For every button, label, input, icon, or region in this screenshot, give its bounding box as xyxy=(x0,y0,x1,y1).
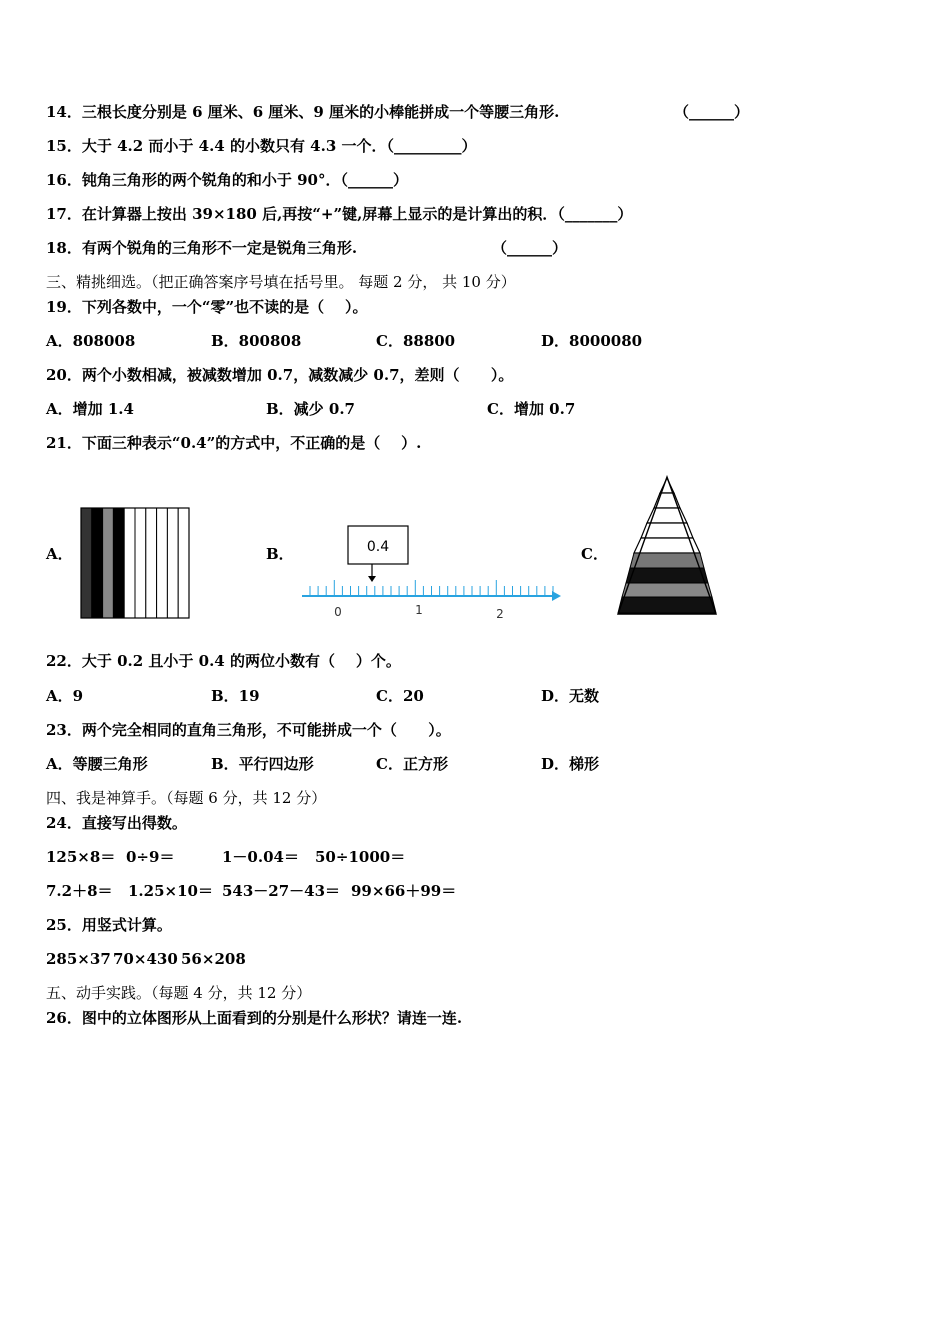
number-line-figure xyxy=(298,522,564,622)
section-4-heading: 四、我是神算手。（每题 6 分，共 12 分） xyxy=(46,789,327,807)
answer-blank-14[interactable]: （______） xyxy=(674,103,750,121)
blank-strip xyxy=(124,508,135,618)
q23-option-b[interactable]: B．平行四边形 xyxy=(211,755,314,773)
ten-strip-figure xyxy=(80,507,190,619)
q20-option-c[interactable]: C．增加 0.7 xyxy=(487,400,576,418)
calc-item: 543－27－43＝ xyxy=(222,882,341,900)
calc-item: 1－0.04＝ xyxy=(222,848,299,866)
q21-option-c[interactable]: C． xyxy=(581,545,608,563)
q20-option-a[interactable]: A．增加 1.4 xyxy=(46,400,134,418)
calc-item: 7.2＋8＝ xyxy=(46,882,113,900)
q21-option-a[interactable]: A． xyxy=(46,545,73,563)
question-26: 26．图中的立体图形从上面看到的分别是什么形状？请连一连. xyxy=(46,1009,463,1027)
answer-blank-18[interactable]: （______） xyxy=(492,239,568,257)
question-16: 16．钝角三角形的两个锐角的和小于 90°．（______） xyxy=(46,171,408,189)
calc-item: 0÷9＝ xyxy=(126,848,175,866)
question-18: 18．有两个锐角的三角形不一定是锐角三角形. xyxy=(46,239,358,257)
shaded-strip xyxy=(92,508,103,618)
calc-item: 99×66＋99＝ xyxy=(351,882,457,900)
down-arrow-icon xyxy=(368,576,376,582)
question-20: 20．两个小数相减，被减数增加 0.7，减数减少 0.7，差则（ ）。 xyxy=(46,366,514,384)
axis-arrow-icon xyxy=(552,591,561,601)
blank-strip xyxy=(135,508,146,618)
vertical-calc-item: 70×430 xyxy=(113,950,178,968)
question-19: 19．下列各数中，一个“零”也不读的是（ ）。 xyxy=(46,298,368,316)
section-5-heading: 五、动手实践。（每题 4 分，共 12 分） xyxy=(46,984,312,1002)
q23-option-a[interactable]: A．等腰三角形 xyxy=(46,755,148,773)
question-15: 15．大于 4.2 而小于 4.4 的小数只有 4.3 一个．（_________） xyxy=(46,137,477,155)
q21-option-b[interactable]: B． xyxy=(266,545,294,563)
blank-strip xyxy=(146,508,157,618)
q19-option-a[interactable]: A．808008 xyxy=(46,332,136,350)
question-24: 24．直接写出得数。 xyxy=(46,814,187,832)
vertical-calc-item: 56×208 xyxy=(181,950,246,968)
triangle-strips-figure xyxy=(612,475,722,620)
vertical-calc-item: 285×37 xyxy=(46,950,111,968)
shaded-strip xyxy=(81,508,92,618)
calc-item: 1.25×10＝ xyxy=(128,882,213,900)
q19-option-b[interactable]: B．800808 xyxy=(211,332,302,350)
q22-option-a[interactable]: A．9 xyxy=(46,687,84,705)
q22-option-b[interactable]: B．19 xyxy=(211,687,260,705)
section-3-heading: 三、精挑细选。（把正确答案序号填在括号里。 每题 2 分， 共 10 分） xyxy=(46,273,516,291)
q23-option-d[interactable]: D．梯形 xyxy=(541,755,600,773)
blank-strip xyxy=(178,508,189,618)
question-22: 22．大于 0.2 且小于 0.4 的两位小数有（ ）个。 xyxy=(46,652,401,670)
question-17: 17．在计算器上按出 39×180 后,再按“+”键,屏幕上显示的是计算出的积．（_______） xyxy=(46,205,633,223)
calc-item: 125×8＝ xyxy=(46,848,116,866)
question-21: 21．下面三种表示“0.4”的方式中，不正确的是（ ）. xyxy=(46,434,422,452)
shaded-strip xyxy=(113,508,124,618)
q19-option-d[interactable]: D．8000080 xyxy=(541,332,643,350)
calc-item: 50÷1000＝ xyxy=(315,848,406,866)
shaded-strip xyxy=(103,508,114,618)
q20-option-b[interactable]: B．减少 0.7 xyxy=(266,400,355,418)
question-25: 25．用竖式计算。 xyxy=(46,916,172,934)
blank-strip xyxy=(167,508,178,618)
tick-label-1: 1 xyxy=(415,603,423,617)
value-box-text: 0.4 xyxy=(366,539,390,555)
question-23: 23．两个完全相同的直角三角形，不可能拼成一个（ ）。 xyxy=(46,721,451,739)
tick-label-0: 0 xyxy=(334,605,342,619)
q23-option-c[interactable]: C．正方形 xyxy=(376,755,448,773)
question-14: 14．三根长度分别是 6 厘米、6 厘米、9 厘米的小棒能拼成一个等腰三角形. xyxy=(46,103,560,121)
blank-strip xyxy=(157,508,168,618)
q22-option-d[interactable]: D．无数 xyxy=(541,687,600,705)
tick-label-2: 2 xyxy=(496,607,504,621)
q19-option-c[interactable]: C．88800 xyxy=(376,332,456,350)
q22-option-c[interactable]: C．20 xyxy=(376,687,424,705)
